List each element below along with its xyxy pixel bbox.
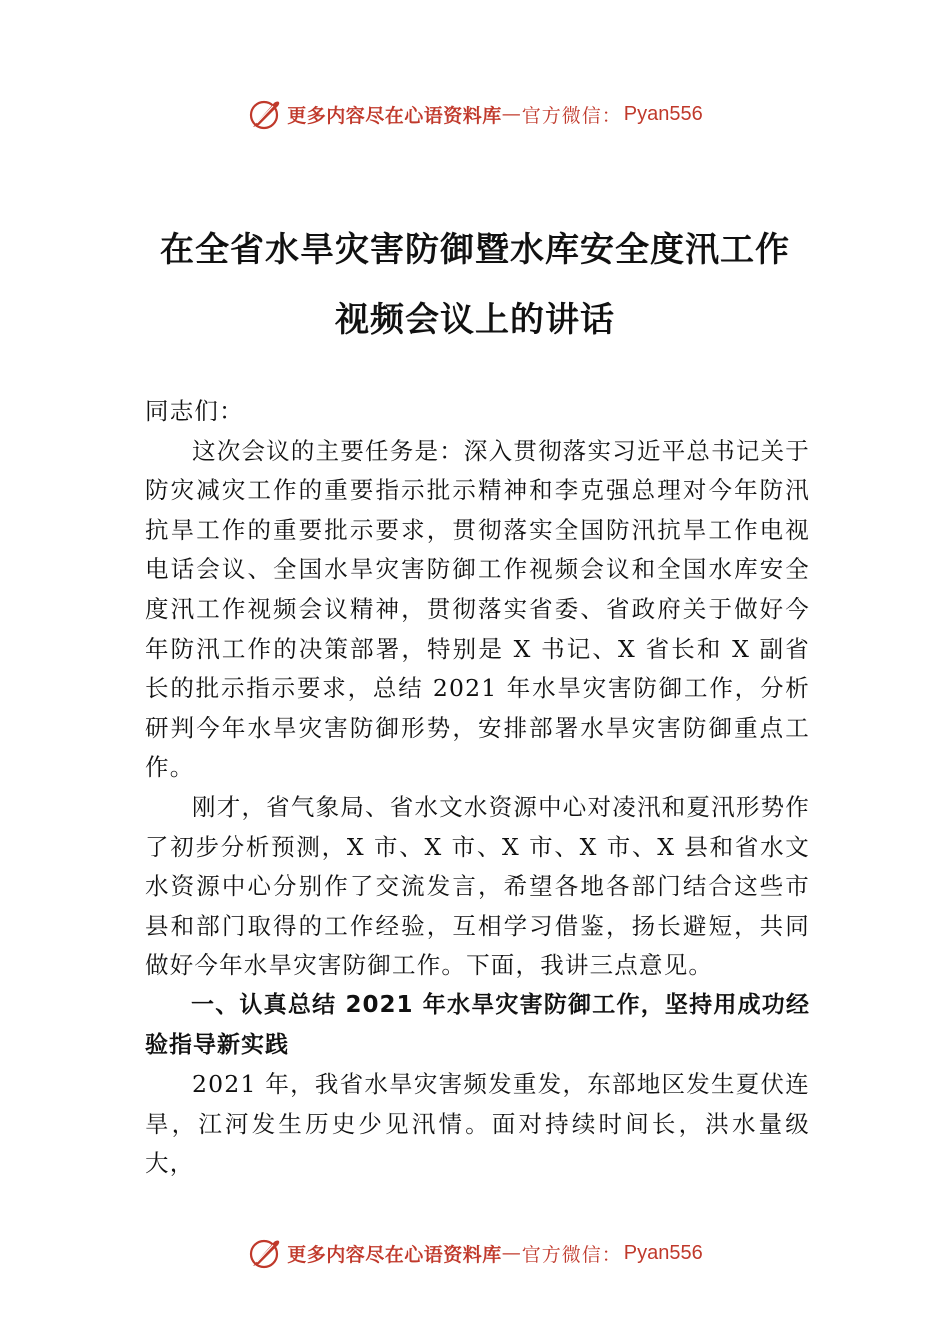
document-body bbox=[145, 392, 810, 1184]
document-title-line1: 在全省水旱灾害防御暨水库安全度汛工作 bbox=[160, 230, 790, 270]
paragraph-1: 这次会议的主要任务是：深入贯彻落实习近平总书记关于防灾减灾工作的重要指示批示精神和李克强总理对今年防汛抗旱工作的重要批示要求，贯彻落实全国防汛抗旱工作电视电话会议、全国水旱灾害防御工作视频会议和全国水库安全度汛工作视频会议精神，贯彻落实省委、省政府关于做好今年防汛工作的决策部署，特别是 X 书记、X 省长和 X 副省长的批示指示要求，总结 2021 年水旱灾害防御工作，分析研判今年水旱灾害防御形势，安排部署水旱灾害防御重点工作。 bbox=[145, 436, 810, 782]
footer-watermark bbox=[0, 1231, 950, 1275]
section-heading-1: 一、认真总结 2021 年水旱灾害防御工作，坚持用成功经验指导新实践 bbox=[145, 991, 810, 1058]
salutation: 同志们： bbox=[145, 397, 244, 425]
document-title-line2: 视频会议上的讲话 bbox=[335, 300, 615, 340]
watermark-text: 更多内容尽在心语资料库 bbox=[287, 1243, 502, 1266]
paragraph-3: 2021 年，我省水旱灾害频发重发，东部地区发生夏伏连旱，江河发生历史少见汛情。面对持续时间长，洪水量级大， bbox=[145, 1070, 810, 1178]
quill-pen-logo-icon bbox=[247, 96, 283, 132]
paragraph-2: 刚才，省气象局、省水文水资源中心对凌汛和夏汛形势作了初步分析预测，X 市、X 市、X 市、X 市、X 县和省水文水资源中心分别作了交流发言，希望各地各部门结合这些市县和部门取得的工作经验，互相学习借鉴，扬长避短，共同做好今年水旱灾害防御工作。下面，我讲三点意见。 bbox=[145, 792, 810, 980]
header-watermark bbox=[0, 92, 950, 136]
watermark-wechat-id: Pyan556 bbox=[623, 1241, 703, 1264]
watermark-official-label: 官方微信： bbox=[521, 104, 622, 127]
watermark-text: 更多内容尽在心语资料库 bbox=[287, 104, 502, 127]
watermark-dash: — bbox=[501, 103, 522, 125]
quill-pen-logo-icon bbox=[247, 1235, 283, 1271]
watermark-wechat-id: Pyan556 bbox=[623, 102, 703, 125]
watermark-official-label: 官方微信： bbox=[521, 1243, 622, 1266]
watermark-dash: — bbox=[501, 1242, 522, 1264]
